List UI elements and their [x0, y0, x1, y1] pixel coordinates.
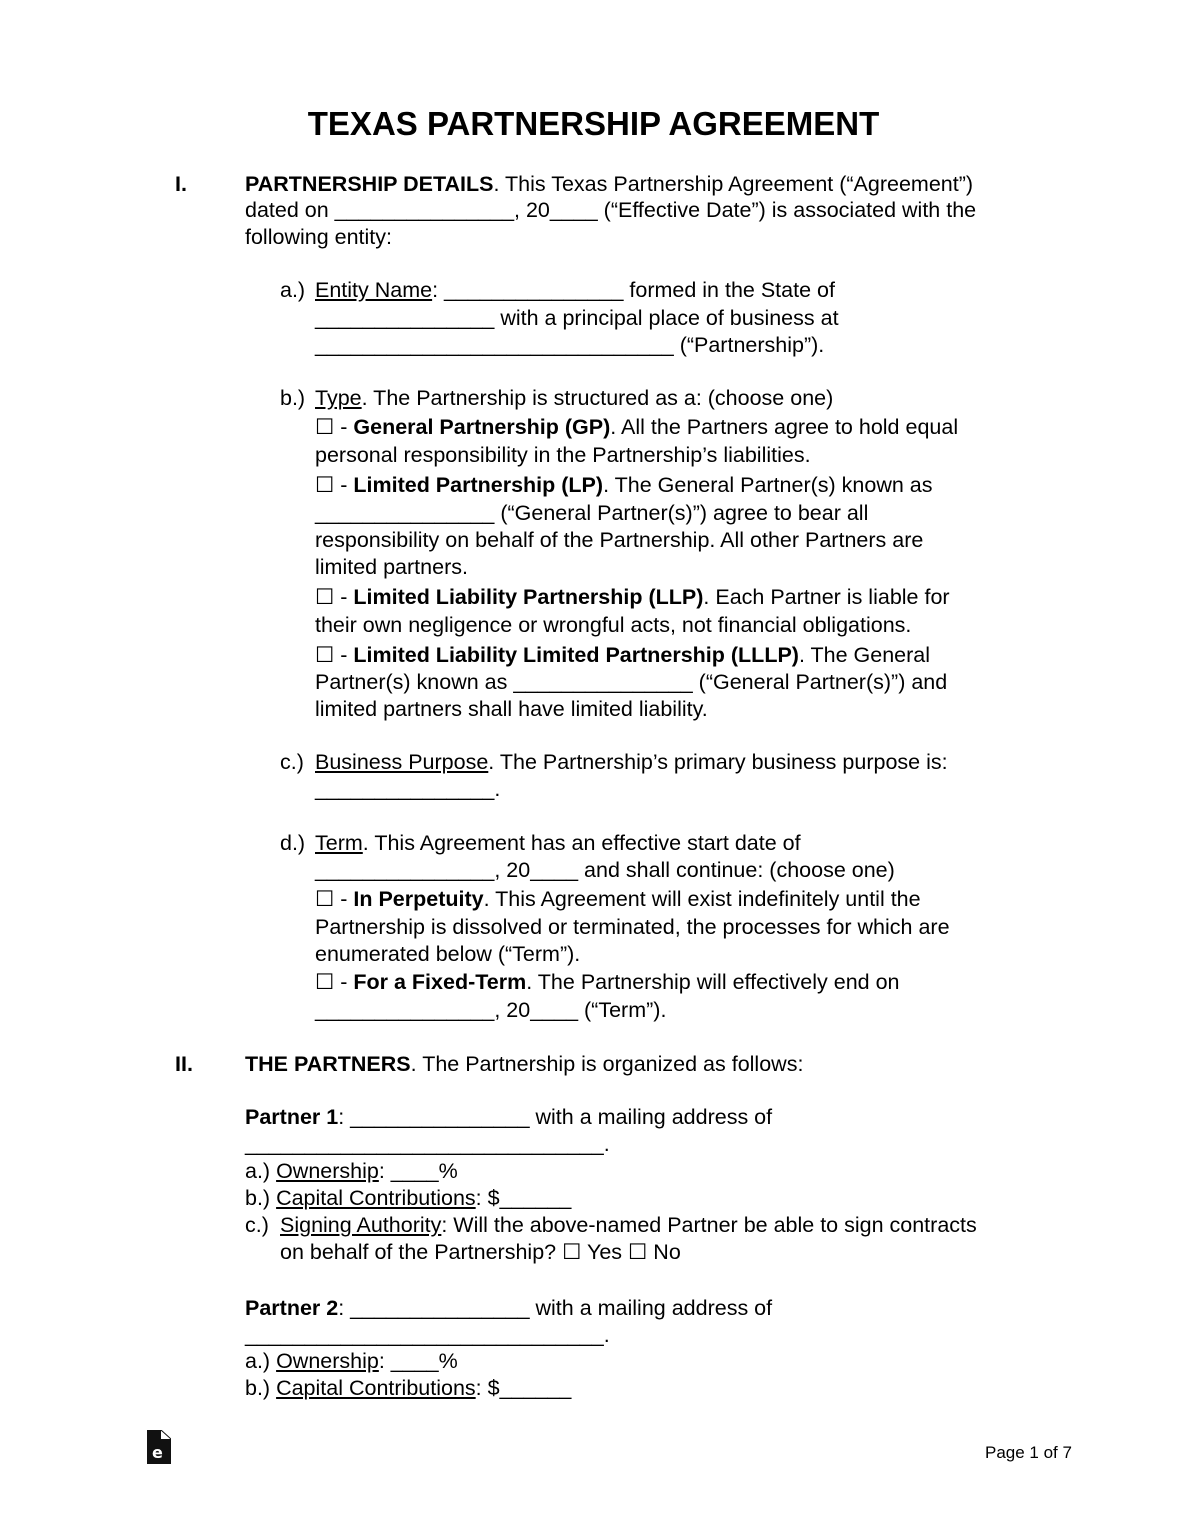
entity-name-line-3: ______________________________ (“Partnership”). — [315, 333, 825, 357]
option-gp: ☐ - General Partnership (GP). All the Partners agree to hold equal — [315, 415, 959, 439]
section-1-line-2: dated on _______________, 20____ (“Effective Date”) is associated with the — [245, 198, 977, 222]
section-1-number: I. — [175, 172, 187, 196]
option-lp-line-2: _______________ (“General Partner(s)”) agree to bear all — [315, 501, 869, 525]
gp-checkbox[interactable]: ☐ — [315, 415, 335, 439]
partner-2-label: Partner 2 — [245, 1296, 339, 1320]
option-fixed-term-line-2: _______________, 20____ (“Term”). — [315, 998, 667, 1022]
partner-1-label: Partner 1 — [245, 1105, 339, 1129]
term-label: Term — [315, 831, 363, 855]
partner-2-capital: b.) Capital Contributions: $______ — [245, 1376, 572, 1400]
no-checkbox[interactable]: ☐ — [628, 1240, 648, 1264]
yes-checkbox[interactable]: ☐ — [562, 1240, 582, 1264]
fixed-term-checkbox[interactable]: ☐ — [315, 970, 335, 994]
entity-name-line-1: Entity Name: _______________ formed in the State of — [315, 278, 835, 302]
option-perpetuity-line-2: Partnership is dissolved or terminated, the processes for which are — [315, 915, 950, 939]
section-1-heading: PARTNERSHIP DETAILS — [245, 172, 494, 196]
page-number: Page 1 of 7 — [985, 1443, 1072, 1462]
option-fixed-term: ☐ - For a Fixed-Term. The Partnership will effectively end on — [315, 970, 900, 994]
partner-2-address-line: ______________________________. — [245, 1323, 610, 1347]
option-llp: ☐ - Limited Liability Partnership (LLP). Each Partner is liable for — [315, 585, 950, 609]
business-purpose-label: Business Purpose — [315, 750, 489, 774]
partner-1-signing-marker: c.) — [245, 1213, 269, 1237]
section-1-line-1: PARTNERSHIP DETAILS. This Texas Partnership Agreement (“Agreement”) — [245, 172, 974, 196]
section-2-number: II. — [175, 1052, 193, 1076]
partner-1-signing-line-1: Signing Authority: Will the above-named Partner be able to sign contracts — [280, 1213, 977, 1237]
option-gp-line-2: personal responsibility in the Partnership’s liabilities. — [315, 443, 811, 467]
partner-2-ownership: a.) Ownership: ____% — [245, 1349, 458, 1373]
partner-1-line-1: Partner 1: _______________ with a mailing address of — [245, 1105, 773, 1129]
entity-name-label: Entity Name — [315, 278, 433, 302]
option-lllp-line-2: Partner(s) known as _______________ (“General Partner(s)”) and — [315, 670, 948, 694]
partner-1-signing-line-2: on behalf of the Partnership? ☐ Yes ☐ No — [280, 1240, 681, 1264]
option-llp-line-2: their own negligence or wrongful acts, not financial obligations. — [315, 613, 912, 637]
svg-text:e: e — [152, 1443, 163, 1462]
partner-2-line-1: Partner 2: _______________ with a mailing address of — [245, 1296, 773, 1320]
item-a-marker: a.) — [280, 278, 306, 302]
term-line-1: Term. This Agreement has an effective start date of — [315, 831, 801, 855]
option-perpetuity: ☐ - In Perpetuity. This Agreement will exist indefinitely until the — [315, 887, 921, 911]
option-lp: ☐ - Limited Partnership (LP). The General Partner(s) known as — [315, 473, 933, 497]
business-purpose-line-2: _______________. — [315, 777, 501, 801]
option-lllp: ☐ - Limited Liability Limited Partnership (LLLP). The General — [315, 643, 931, 667]
option-perpetuity-line-3: enumerated below (“Term”). — [315, 942, 581, 966]
section-2-heading: THE PARTNERS — [245, 1052, 411, 1076]
section-2-line-1: THE PARTNERS. The Partnership is organized as follows: — [245, 1052, 804, 1076]
lllp-checkbox[interactable]: ☐ — [315, 643, 335, 667]
type-line-1: Type. The Partnership is structured as a: (choose one) — [315, 386, 834, 410]
option-lllp-line-3: limited partners shall have limited liability. — [315, 697, 708, 721]
item-c-marker: c.) — [280, 750, 304, 774]
partner-1-ownership: a.) Ownership: ____% — [245, 1159, 458, 1183]
section-1-line-3: following entity: — [245, 225, 392, 249]
item-d-marker: d.) — [280, 831, 306, 855]
option-lp-line-4: limited partners. — [315, 555, 468, 579]
eforms-logo-icon — [147, 1430, 171, 1464]
item-b-marker: b.) — [280, 386, 306, 410]
option-lp-line-3: responsibility on behalf of the Partnership. All other Partners are — [315, 528, 924, 552]
type-label: Type — [315, 386, 362, 410]
business-purpose-line-1: Business Purpose. The Partnership’s primary business purpose is: — [315, 750, 948, 774]
lp-checkbox[interactable]: ☐ — [315, 473, 335, 497]
partner-1-address-line: ______________________________. — [245, 1132, 610, 1156]
document-title: TEXAS PARTNERSHIP AGREEMENT — [307, 105, 880, 142]
llp-checkbox[interactable]: ☐ — [315, 585, 335, 609]
partner-1-capital: b.) Capital Contributions: $______ — [245, 1186, 572, 1210]
perpetuity-checkbox[interactable]: ☐ — [315, 887, 335, 911]
entity-name-line-2: _______________ with a principal place of business at — [315, 306, 839, 330]
term-line-2: _______________, 20____ and shall continue: (choose one) — [315, 858, 895, 882]
